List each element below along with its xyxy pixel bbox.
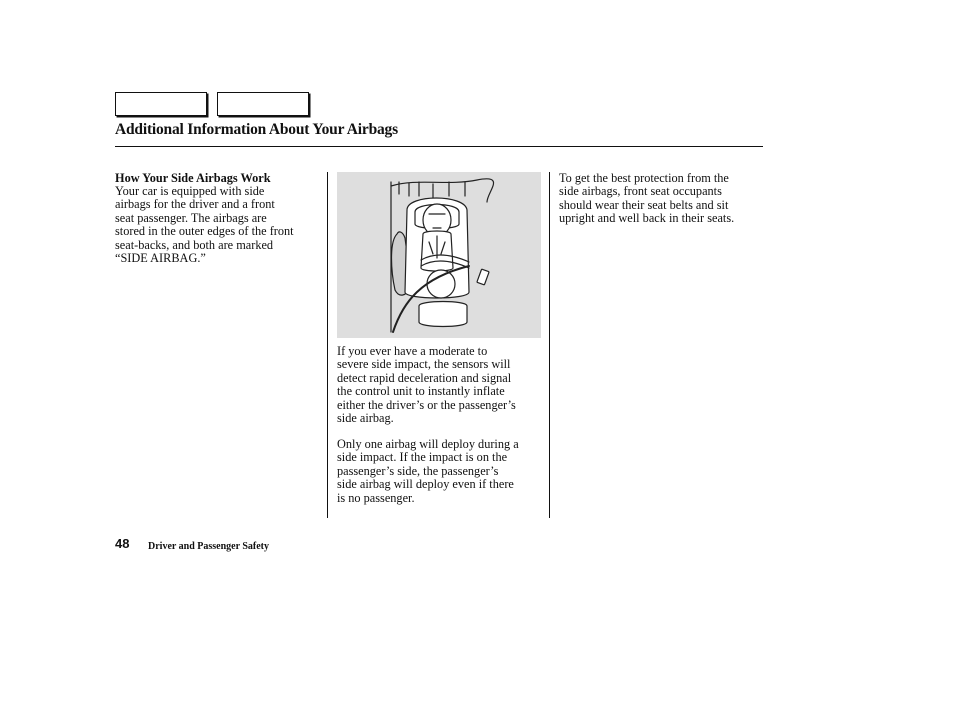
- title-rule: [115, 146, 763, 147]
- column1-body-text: Your car is equipped with side airbags for the driver and a front seat passenger. The airbags are stored in the outer edges of the front seat-backs, and both are marked “SIDE AIRBAG.”: [115, 184, 294, 266]
- column2-paragraph-2: Only one airbag will deploy during a side impact. If the impact is on the passenger’s side, the passenger’s side airbag will deploy even if there is no passenger.: [337, 437, 519, 505]
- nav-tab-box-1[interactable]: [115, 92, 207, 116]
- nav-tab-box-2[interactable]: [217, 92, 309, 116]
- column-divider-right: [549, 172, 550, 518]
- seated-occupant-icon: [337, 172, 541, 338]
- page-number: 48: [115, 536, 130, 551]
- section-subheading: How Your Side Airbags Work: [115, 171, 271, 185]
- column2-paragraph-1: If you ever have a moderate to severe side impact, the sensors will detect rapid deceleration and signal the control unit to instantly inflate either the driver’s or the passenger’s side airbag.: [337, 344, 516, 426]
- side-airbag-illustration: [337, 172, 541, 338]
- footer-section-title: Driver and Passenger Safety: [148, 541, 270, 552]
- column-divider-left: [327, 172, 328, 518]
- page-title: Additional Information About Your Airbags: [115, 121, 398, 138]
- column3-body-text: To get the best protection from the side airbags, front seat occupants should wear their seat belts and sit upright and well back in their seats.: [559, 171, 735, 226]
